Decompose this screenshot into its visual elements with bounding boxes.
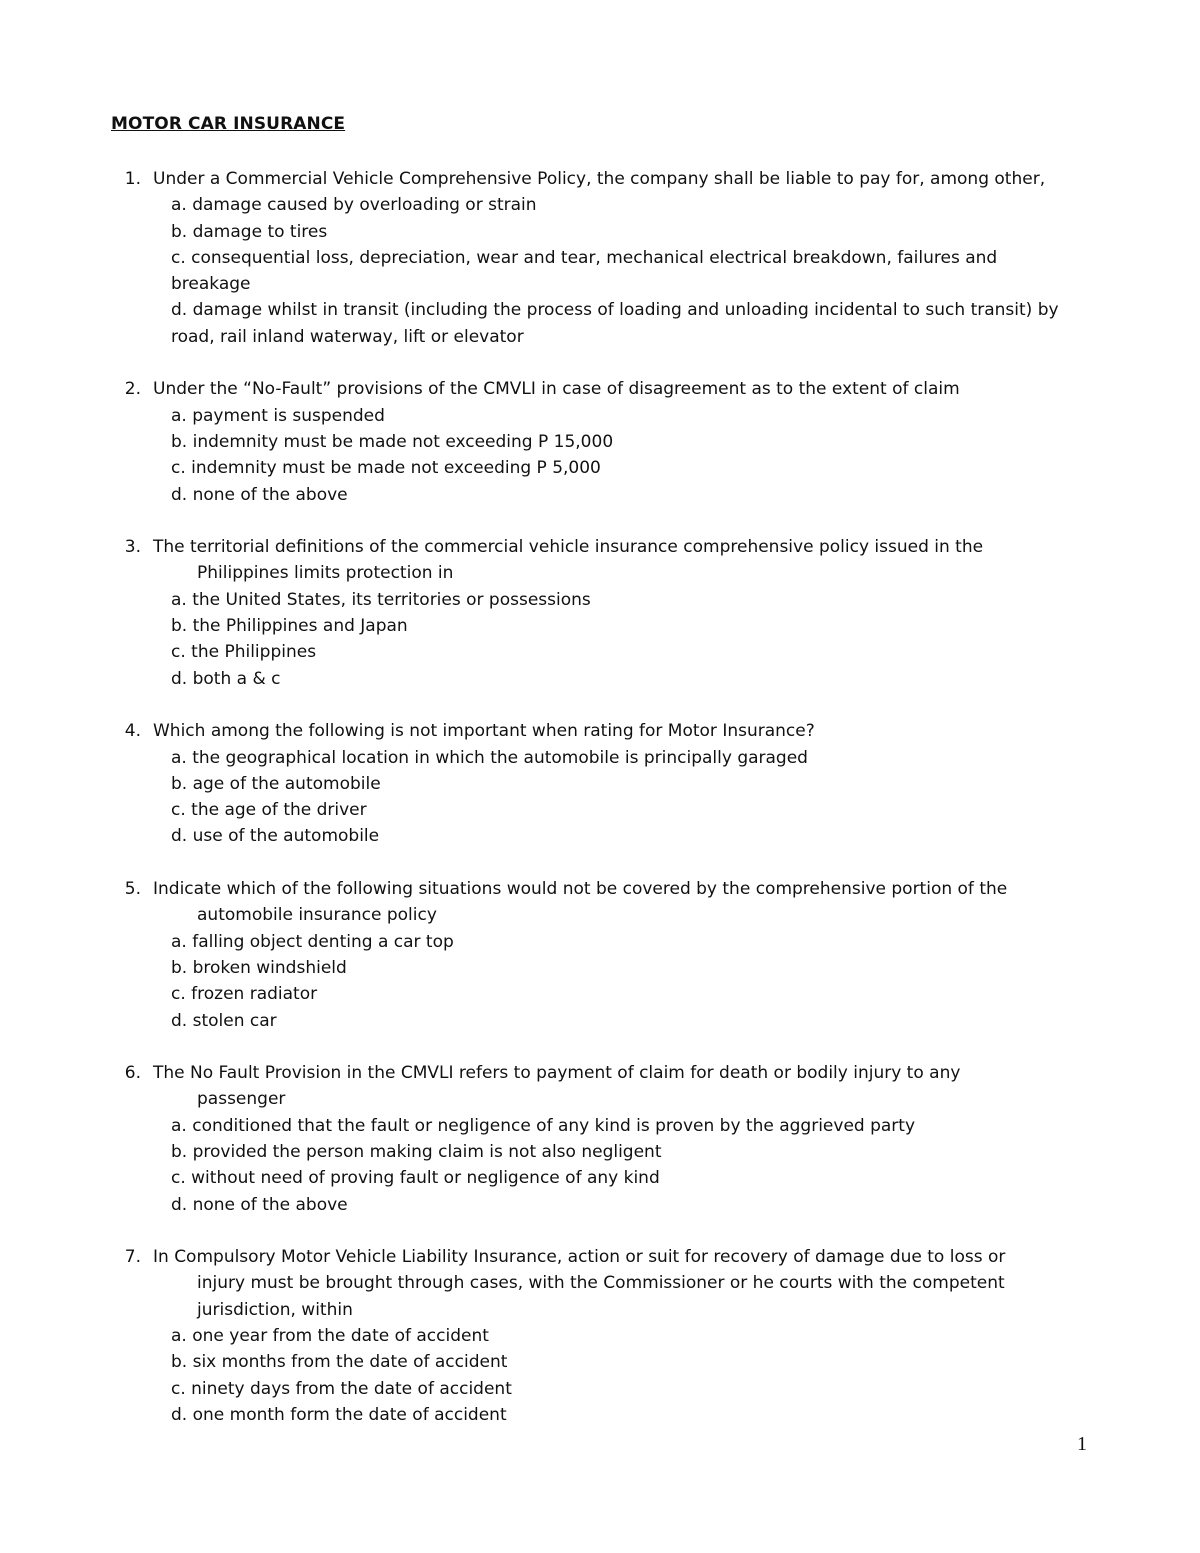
answer-option: c. the Philippines (171, 642, 317, 663)
question-text-continued: passenger (197, 1089, 286, 1110)
answer-option: b. broken windshield (171, 957, 347, 978)
question-stem (111, 534, 1101, 560)
question-stem (111, 876, 1101, 902)
answer-option: a. damage caused by overloading or strain (171, 195, 537, 216)
answer-option: c. the age of the driver (171, 800, 367, 821)
question-text-continued: injury must be brought through cases, with the Commissioner or he courts with the competent (197, 1273, 1005, 1294)
answer-option: d. use of the automobile (171, 826, 380, 847)
answer-option: a. falling object denting a car top (171, 931, 454, 952)
question-item (111, 376, 1101, 507)
answer-option: a. the United States, its territories or possessions (171, 589, 591, 610)
question-number: 7. (124, 1247, 141, 1268)
question-text-continued: Philippines limits protection in (197, 563, 454, 584)
question-stem (111, 1060, 1101, 1086)
question-item (111, 718, 1101, 849)
question-number: 4. (124, 721, 141, 742)
question-text: The No Fault Provision in the CMVLI refers to payment of claim for death or bodily injury to any (153, 1063, 961, 1084)
question-text: Indicate which of the following situations would not be covered by the comprehensive portion of the (153, 879, 1008, 900)
question-text: Under a Commercial Vehicle Comprehensive Policy, the company shall be liable to pay for, among other, (153, 169, 1046, 189)
answer-option: c. indemnity must be made not exceeding P 5,000 (171, 458, 601, 479)
answer-option: a. one year from the date of accident (171, 1326, 489, 1347)
answer-option-continued: road, rail inland waterway, lift or elevator (171, 326, 524, 347)
answer-option: b. six months from the date of accident (171, 1352, 508, 1373)
question-number: 2. (124, 379, 141, 400)
question-text: In Compulsory Motor Vehicle Liability Insurance, action or suit for recovery of damage due to loss or (153, 1247, 1006, 1268)
question-text: Under the “No-Fault” provisions of the CMVLI in case of disagreement as to the extent of claim (153, 379, 960, 400)
question-text-continued: jurisdiction, within (197, 1299, 353, 1320)
answer-option: c. consequential loss, depreciation, wear and tear, mechanical electrical breakdown, failures and (171, 247, 998, 268)
question-text: The territorial definitions of the commercial vehicle insurance comprehensive policy issued in the (153, 537, 984, 558)
answer-option: b. damage to tires (171, 221, 328, 242)
question-item (111, 534, 1101, 692)
answer-option: d. none of the above (171, 484, 348, 505)
question-item (111, 1060, 1101, 1218)
question-stem (111, 718, 1101, 744)
question-item (111, 166, 1101, 350)
answer-option: d. damage whilst in transit (including the process of loading and unloading incidental to such transit) by (171, 300, 1059, 321)
answer-option: c. ninety days from the date of accident (171, 1378, 512, 1399)
question-item (111, 1244, 1101, 1428)
answer-option: d. none of the above (171, 1194, 348, 1215)
answer-option: b. the Philippines and Japan (171, 616, 408, 637)
answer-option-continued: breakage (171, 274, 251, 295)
question-stem (111, 166, 1101, 192)
answer-option: b. provided the person making claim is not also negligent (171, 1141, 662, 1162)
answer-option: d. both a & c (171, 668, 281, 689)
answer-option: a. the geographical location in which the automobile is principally garaged (171, 747, 808, 768)
question-item (111, 876, 1101, 1034)
question-list (111, 166, 1101, 1455)
question-text-continued: automobile insurance policy (197, 905, 437, 926)
question-number: 3. (124, 537, 141, 558)
question-number: 1. (124, 169, 141, 189)
answer-option: b. indemnity must be made not exceeding P 15,000 (171, 431, 614, 452)
answer-option: c. without need of proving fault or negligence of any kind (171, 1168, 660, 1189)
page-number: 1 (1077, 1433, 1087, 1455)
question-number: 5. (124, 879, 141, 900)
question-stem (111, 376, 1101, 402)
question-stem (111, 1244, 1101, 1270)
answer-option: d. stolen car (171, 1010, 277, 1031)
question-number: 6. (124, 1063, 141, 1084)
answer-option: c. frozen radiator (171, 984, 318, 1005)
answer-option: d. one month form the date of accident (171, 1404, 507, 1425)
answer-option: a. payment is suspended (171, 405, 385, 426)
answer-option: a. conditioned that the fault or negligence of any kind is proven by the aggrieved party (171, 1115, 916, 1136)
question-text: Which among the following is not important when rating for Motor Insurance? (153, 721, 815, 742)
answer-option: b. age of the automobile (171, 773, 381, 794)
document-title: MOTOR CAR INSURANCE (111, 114, 346, 134)
